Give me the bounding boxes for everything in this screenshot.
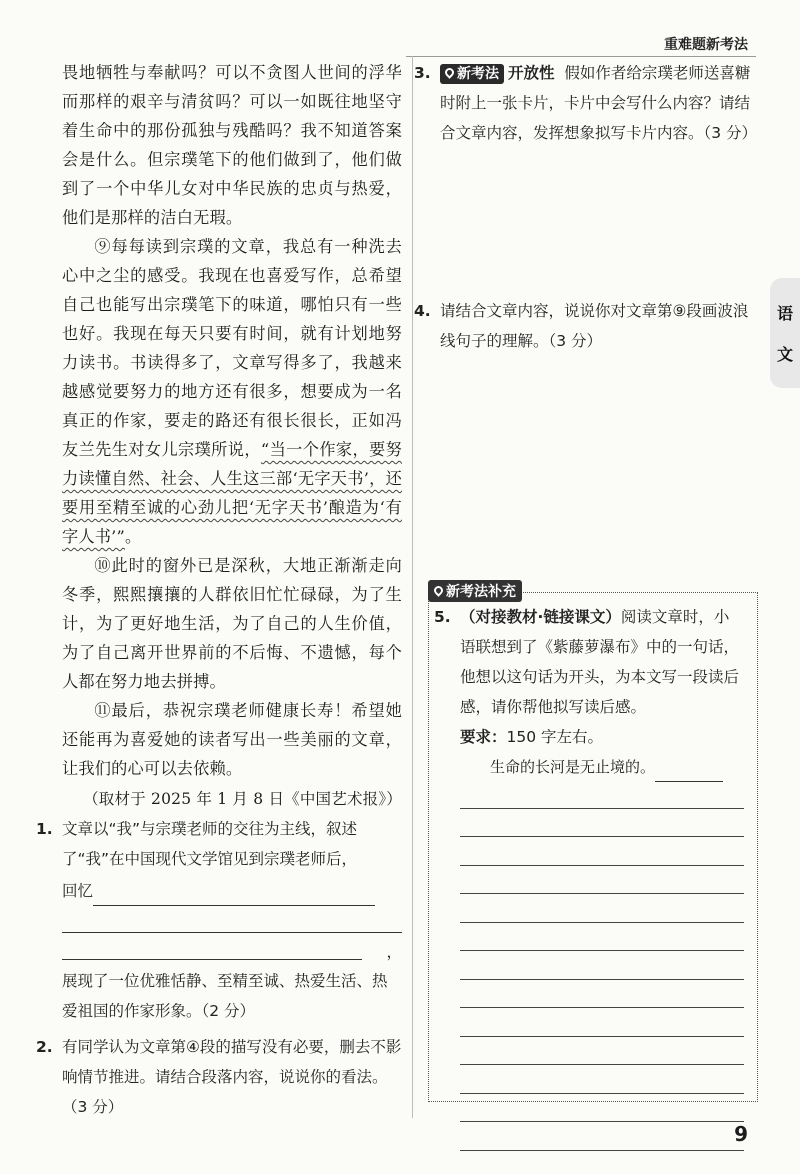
answer-blank[interactable] [93, 883, 375, 906]
answer-blank[interactable] [655, 763, 723, 782]
opening-sentence: 生命的长河是无止境的。 [490, 758, 656, 776]
answer-line[interactable] [62, 933, 362, 960]
supplement-label [428, 580, 522, 602]
q1-recall-row [62, 876, 402, 906]
question-number: 2. [36, 1038, 53, 1056]
question-text: 文章以“我”与宗璞老师的交往为主线，叙述了“我”在中国现代文学馆见到宗璞老师后， [62, 820, 358, 868]
location-pin-icon [432, 584, 445, 597]
answer-line[interactable] [460, 1094, 744, 1123]
requirement-text: 150 字左右。 [506, 728, 604, 746]
q1-row-3 [62, 933, 402, 960]
question-kind: 开放性 [508, 64, 555, 82]
location-pin-icon [443, 66, 456, 79]
answer-line[interactable] [460, 894, 744, 923]
answer-line[interactable] [460, 951, 744, 980]
answer-line[interactable] [460, 980, 744, 1009]
requirement [460, 722, 744, 752]
answer-line[interactable] [460, 780, 744, 809]
page-number: 9 [734, 1122, 748, 1146]
new-method-tag [440, 64, 504, 84]
essay-paragraph: 畏地牺牲与奉献吗？可以不贪图人世间的浮华而那样的艰辛与清贫吗？可以一如既往地坚守着生命中的那份孤独与残酷吗？我不知道答案会是什么。但宗璞笔下的他们做到了，他们做到了一个中华儿女对中华民族的忠贞与热爱，他们是那样的洁白无瑕。 [62, 63, 402, 227]
p9-text: ⑨每每读到宗璞的文章，我总有一种洗去心中之尘的感受。我现在也喜爱写作，总希望自己也能写出宗璞笔下的味道，哪怕只有一些也好。我现在每天只要有时间，就有计划地努力读书。书读得多了，文章写得多了，我越来越感觉要努力的地方还有很多，想要成为一名真正的作家，要走的路还有很长很长，正如冯友兰先生对女儿宗璞所说， [62, 237, 402, 459]
question-2 [36, 1032, 402, 1122]
essay-paragraph-10: ⑩此时的窗外已是深秋，大地正渐渐走向冬季，熙熙攘攘的人群依旧忙忙碌碌，为了生计，为了更好地生活，为了自己的人生价值，为了自己离开世界前的不后悔、不遗憾，每个人都在努力地去拼搏。 [62, 556, 402, 691]
tag-label: 新考法 [457, 66, 499, 82]
question-number: 5. [434, 608, 451, 626]
question-3 [414, 58, 758, 148]
question-1 [36, 814, 402, 1026]
q1-recall: 回忆 [62, 882, 94, 900]
column-divider [412, 56, 413, 1118]
p9-end: 。 [124, 527, 142, 546]
side-tab-char: 文 [776, 345, 793, 364]
question-5-text [434, 602, 744, 722]
essay-paragraph-11: ⑪最后，恭祝宗璞老师健康长寿！希望她还能再为喜爱她的读者写出一些美丽的文章，让我们的心可以去依赖。 [62, 701, 402, 778]
left-column [36, 58, 403, 1122]
answer-line[interactable] [460, 1065, 744, 1094]
question-number: 3. [414, 64, 431, 82]
question-4 [414, 296, 756, 356]
question-5 [434, 602, 744, 1151]
essay [62, 58, 402, 814]
question-text: 请结合文章内容，说说你对文章第⑨段画波浪线句子的理解。（3 分） [440, 302, 749, 350]
supplement-label-text: 新考法补充 [446, 584, 516, 600]
header-rule [406, 56, 756, 57]
right-column [414, 58, 758, 356]
question-number: 1. [36, 820, 53, 838]
answer-line[interactable] [460, 866, 744, 895]
header-title: 重难题新考法 [664, 37, 748, 53]
q1-comma: ， [386, 943, 402, 961]
question-number: 4. [414, 302, 431, 320]
subject-side-tab [770, 278, 800, 388]
side-tab-char: 语 [776, 304, 793, 323]
answer-line[interactable] [62, 906, 402, 933]
requirement-label: 要求： [460, 728, 507, 746]
essay-paragraph-9 [62, 232, 402, 551]
answer-line[interactable] [460, 923, 744, 952]
p9-wavy-underlined-sentence: “当一个作家，要努力读懂自然、社会、人生这三部‘无字天书’，还要用至精至诚的心劲儿把‘无字天书’酿造为‘有字人书’” [62, 440, 403, 546]
answer-line[interactable] [460, 809, 744, 838]
answer-line[interactable] [460, 1008, 744, 1037]
answer-line[interactable] [460, 1037, 744, 1066]
question-text: 假如作者给宗璞老师送喜糖时附上一张卡片，卡片中会写什么内容？请结合文章内容，发挥想象拟写卡片内容。（3 分） [440, 64, 758, 142]
question-text: 有同学认为文章第④段的描写没有必要，删去不影响情节推进。请结合段落内容，说说你的看法。（3 分） [62, 1038, 402, 1116]
answer-line[interactable] [460, 837, 744, 866]
answer-lines [460, 780, 744, 1151]
q1-tail: 展现了一位优雅恬静、至精至诚、热爱生活、热爱祖国的作家形象。（2 分） [62, 972, 388, 1020]
opening-row [460, 752, 744, 782]
answer-line[interactable] [460, 1122, 744, 1151]
essay-source: （取材于 2025 年 1 月 8 日《中国艺术报》） [83, 790, 402, 808]
question-tag: （对接教材·链接课文） [460, 608, 621, 626]
question-text: 阅读文章时，小语联想到了《紫藤萝瀑布》中的一句话，他想以这句话为开头，为本文写一段读后感，请你帮他拟写读后感。 [460, 608, 740, 716]
